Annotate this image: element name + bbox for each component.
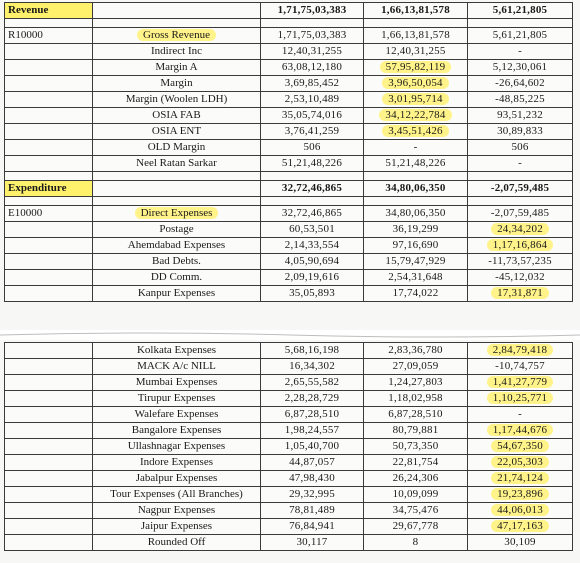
value-col3: 1,10,25,771 [487, 392, 553, 404]
value-col3: -45,12,032 [495, 271, 545, 283]
value-col3: - [518, 45, 522, 57]
value-col1: 1,05,40,700 [284, 440, 340, 452]
value-col1: 32,72,46,865 [281, 207, 343, 219]
value-col1: 2,53,10,489 [284, 93, 340, 105]
value-col2: 2,54,31,648 [388, 271, 443, 283]
revenue-header-row [5, 3, 573, 19]
row-label: Margin A [155, 61, 198, 73]
value-col2: 34,75,476 [392, 504, 439, 516]
row-label: Tour Expenses (All Branches) [110, 488, 243, 500]
value-col1: 76,84,941 [289, 520, 335, 532]
value-col2: 27,09,059 [392, 360, 439, 372]
expenditure-heading: Expenditure [5, 181, 93, 197]
value-col2: 36,19,299 [392, 223, 439, 235]
table-row [5, 92, 573, 108]
row-label: OSIA ENT [151, 125, 202, 137]
table-row [5, 270, 573, 286]
account-code: E10000 [8, 207, 43, 219]
value-col2: 17,74,022 [392, 287, 439, 299]
value-col1: 30,117 [296, 536, 328, 548]
table-row [5, 222, 573, 238]
table-row [5, 519, 573, 535]
value-col1: 2,65,55,582 [284, 376, 340, 388]
value-col1: 3,69,85,452 [284, 77, 340, 89]
row-label: DD Comm. [150, 271, 203, 283]
row-label: Direct Expenses [135, 207, 219, 219]
value-col3: -11,73,57,235 [488, 255, 552, 267]
value-col2: 26,24,306 [392, 472, 439, 484]
value-col3: 30,109 [504, 536, 536, 548]
value-col2: 22,81,754 [392, 456, 439, 468]
value-col3: -10,74,757 [495, 360, 545, 372]
table-row [5, 487, 573, 503]
value-col1: 5,68,16,198 [284, 344, 340, 356]
value-col2: 29,67,778 [392, 520, 439, 532]
revenue-items [5, 28, 573, 172]
value-col3: 47,17,163 [491, 520, 549, 532]
value-col1: 35,05,893 [289, 287, 335, 299]
table-row [5, 439, 573, 455]
revenue-expenditure-table [4, 2, 573, 302]
table-row [5, 503, 573, 519]
value-col3: 1,41,27,779 [487, 376, 553, 388]
value-col2: 10,09,099 [392, 488, 439, 500]
row-label: Bad Debts. [152, 255, 201, 267]
value-col1: 63,08,12,180 [281, 61, 343, 73]
value-col2: 34,80,06,350 [385, 207, 446, 219]
value-col2: 3,01,95,714 [382, 93, 448, 105]
table-row [5, 535, 573, 551]
row-label: Indirect Inc [151, 45, 202, 57]
table-row [5, 343, 573, 359]
value-col3: 506 [511, 141, 529, 153]
value-col1: 78,81,489 [289, 504, 335, 516]
value-col1: 6,87,28,510 [284, 408, 340, 420]
row-label: Mumbai Expenses [135, 376, 218, 388]
page-break [0, 330, 580, 340]
revenue-heading: Revenue [5, 3, 93, 19]
value-col1: 2,14,33,554 [284, 239, 340, 251]
value-col1: 12,40,31,255 [281, 45, 343, 57]
expenditure-items [5, 206, 573, 302]
row-label: Bangalore Expenses [131, 424, 222, 436]
row-label: Ahemdabad Expenses [127, 239, 226, 251]
table-row [5, 375, 573, 391]
table-row [5, 44, 573, 60]
table-row [5, 28, 573, 44]
row-label: Margin [160, 77, 193, 89]
row-label: OLD Margin [147, 141, 206, 153]
table-row [5, 124, 573, 140]
value-col3: 17,31,871 [491, 287, 549, 299]
table-row [5, 359, 573, 375]
value-col1: 51,21,48,226 [281, 157, 343, 169]
value-col3: 21,74,124 [491, 472, 549, 484]
row-label: Nagpur Expenses [137, 504, 216, 516]
row-label: Kolkata Expenses [136, 344, 217, 356]
value-col1: 47,98,430 [289, 472, 335, 484]
expenditure-col2: 34,80,06,350 [364, 181, 468, 197]
row-label: Margin (Woolen LDH) [125, 93, 228, 105]
value-col2: 51,21,48,226 [385, 157, 446, 169]
row-label: Tirupur Expenses [137, 392, 216, 404]
table-row [5, 238, 573, 254]
value-col3: 54,67,350 [491, 440, 549, 452]
table-row [5, 140, 573, 156]
value-col1: 1,98,24,557 [284, 424, 340, 436]
value-col3: 93,51,232 [497, 109, 543, 121]
table-row [5, 108, 573, 124]
value-col2: 3,96,50,054 [382, 77, 448, 89]
value-col2: 1,66,13,81,578 [381, 29, 450, 41]
value-col2: 80,79,881 [392, 424, 439, 436]
branch-expenses-table [4, 342, 573, 551]
value-col3: 2,84,79,418 [487, 344, 553, 356]
row-label: Gross Revenue [137, 29, 216, 41]
table-row [5, 471, 573, 487]
value-col2: 8 [412, 536, 419, 548]
value-col1: 44,87,057 [289, 456, 335, 468]
expenditure-col1: 32,72,46,865 [261, 181, 364, 197]
value-col2: 15,79,47,929 [385, 255, 446, 267]
value-col2: 34,12,22,784 [379, 109, 451, 121]
value-col3: 22,05,303 [491, 456, 549, 468]
table-row [5, 455, 573, 471]
table-row [5, 391, 573, 407]
value-col3: - [518, 157, 522, 169]
value-col2: 1,24,27,803 [388, 376, 443, 388]
value-col3: 5,61,21,805 [492, 29, 548, 41]
value-col3: - [518, 408, 522, 420]
value-col1: 2,28,28,729 [284, 392, 340, 404]
value-col2: 12,40,31,255 [385, 45, 446, 57]
value-col3: -48,85,225 [495, 93, 545, 105]
value-col1: 60,53,501 [289, 223, 335, 235]
revenue-col2: 1,66,13,81,578 [364, 3, 468, 19]
row-label: Jabalpur Expenses [135, 472, 218, 484]
row-label: Neel Ratan Sarkar [136, 157, 217, 169]
row-label: Indore Expenses [139, 456, 213, 468]
value-col2: 57,95,82,119 [380, 61, 452, 73]
value-col3: -26,64,602 [495, 77, 545, 89]
table-row [5, 60, 573, 76]
table-row [5, 407, 573, 423]
value-col1: 506 [303, 141, 321, 153]
table-row [5, 254, 573, 270]
value-col1: 29,32,995 [289, 488, 335, 500]
value-col1: 35,05,74,016 [281, 109, 343, 121]
revenue-col3: 5,61,21,805 [468, 3, 573, 19]
row-label: Walefare Expenses [134, 408, 219, 420]
value-col3: 30,89,833 [497, 125, 543, 137]
value-col3: 5,12,30,061 [492, 61, 548, 73]
value-col3: 1,17,44,676 [487, 424, 553, 436]
account-code: R10000 [8, 29, 43, 41]
value-col1: 2,09,19,616 [284, 271, 340, 283]
value-col3: 24,34,202 [491, 223, 549, 235]
value-col1: 16,34,302 [289, 360, 335, 372]
row-label: Rounded Off [147, 536, 206, 548]
row-label: Ullashnagar Expenses [127, 440, 226, 452]
value-col3: -2,07,59,485 [490, 207, 550, 219]
value-col2: 50,73,350 [392, 440, 439, 452]
row-label: Jaipur Expenses [140, 520, 213, 532]
table-row [5, 76, 573, 92]
value-col3: 19,23,896 [491, 488, 549, 500]
value-col2: 6,87,28,510 [388, 408, 443, 420]
row-label: OSIA FAB [152, 109, 201, 121]
value-col1: 4,05,90,694 [284, 255, 340, 267]
expenditure-col3: -2,07,59,485 [468, 181, 573, 197]
value-col1: 3,76,41,259 [284, 125, 340, 137]
value-col3: 44,06,013 [491, 504, 549, 516]
branch-expense-items [5, 343, 573, 551]
value-col2: 97,16,690 [392, 239, 439, 251]
row-label: Kanpur Expenses [137, 287, 216, 299]
expenditure-header-row [5, 181, 573, 197]
table-row [5, 156, 573, 172]
table-row [5, 423, 573, 439]
row-label: Postage [159, 223, 194, 235]
revenue-col1: 1,71,75,03,383 [261, 3, 364, 19]
value-col2: 1,18,02,958 [388, 392, 443, 404]
value-col2: - [413, 141, 418, 153]
table-row [5, 206, 573, 222]
value-col2: 2,83,36,780 [388, 344, 443, 356]
row-label: MACK A/c NILL [137, 360, 216, 372]
value-col3: 1,17,16,864 [487, 239, 553, 251]
table-row [5, 286, 573, 302]
value-col2: 3,45,51,426 [382, 125, 448, 137]
value-col1: 1,71,75,03,383 [277, 29, 347, 41]
